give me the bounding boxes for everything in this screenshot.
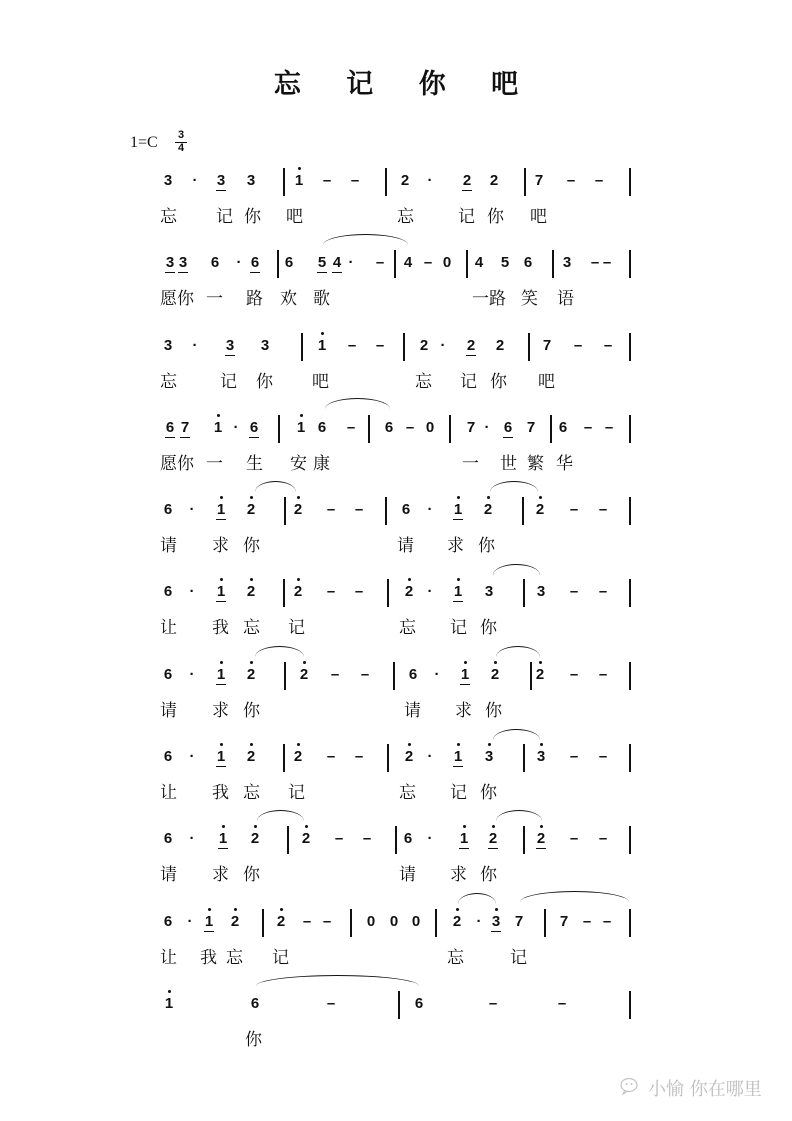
note: 6 <box>284 254 294 271</box>
note-dash: – <box>594 172 604 189</box>
lyric: 忘 <box>399 618 416 638</box>
note-dash: – <box>334 830 344 847</box>
note-dash: – <box>360 666 370 683</box>
note: 4 <box>332 254 342 271</box>
lyric: 我 <box>200 948 217 968</box>
score-line <box>0 830 792 900</box>
lyric: 华 <box>556 454 573 474</box>
bar-line <box>550 415 552 443</box>
dot-augmentation: · <box>427 501 433 518</box>
lyric: 康 <box>313 454 330 474</box>
lyric: 你 <box>480 865 497 885</box>
note: 6 <box>163 913 173 930</box>
lyric: 忘 <box>243 783 260 803</box>
note-dash: – <box>566 172 576 189</box>
bar-line <box>629 744 631 772</box>
score-line <box>0 666 792 736</box>
note: 7 <box>526 419 536 436</box>
lyric: 你 <box>243 701 260 721</box>
note-dash: – <box>598 830 608 847</box>
lyric: 你 <box>243 536 260 556</box>
lyric: 一 <box>206 289 223 309</box>
dot-augmentation: · <box>236 254 242 271</box>
lyric: 请 <box>160 536 177 556</box>
lyric: 记 <box>272 948 289 968</box>
lyric: 忘 <box>397 207 414 227</box>
lyric: 我 <box>212 783 229 803</box>
note: 2 <box>495 337 505 354</box>
bar-line <box>387 579 389 607</box>
note: 6 <box>503 419 513 436</box>
note: 7 <box>180 419 190 436</box>
note: 6 <box>165 419 175 436</box>
note-dash: – <box>302 913 312 930</box>
lyric: 让 <box>160 618 177 638</box>
note: 2 <box>452 913 462 930</box>
note: 6 <box>250 254 260 271</box>
note: 2 <box>490 666 500 683</box>
watermark-text: 小愉 你在哪里 <box>648 1079 762 1100</box>
note: 2 <box>489 172 499 189</box>
lyric: 忘 <box>447 948 464 968</box>
note: 2 <box>293 748 303 765</box>
note-dash: – <box>598 748 608 765</box>
bar-line <box>528 333 530 361</box>
note: 3 <box>163 172 173 189</box>
lyric: 你 <box>480 618 497 638</box>
note: 2 <box>293 501 303 518</box>
dot-augmentation: · <box>233 419 239 436</box>
bar-line <box>393 662 395 690</box>
lyric: 吧 <box>538 372 555 392</box>
bar-line <box>552 250 554 278</box>
note: 0 <box>389 913 399 930</box>
note: 2 <box>246 666 256 683</box>
note-dash: – <box>598 666 608 683</box>
bar-line <box>523 744 525 772</box>
lyric: 愿你 <box>160 289 194 309</box>
lyric: 欢 <box>280 289 297 309</box>
note-dash: – <box>573 337 583 354</box>
bar-line <box>394 250 396 278</box>
lyric: 路 <box>246 289 263 309</box>
bar-line <box>262 909 264 937</box>
bar-line <box>524 168 526 196</box>
note: 1 <box>213 419 223 436</box>
note: 6 <box>414 995 424 1012</box>
note-dash: – <box>354 501 364 518</box>
lyric: 吧 <box>312 372 329 392</box>
lyric: 请 <box>404 701 421 721</box>
note: 3 <box>491 913 501 930</box>
bar-line <box>435 909 437 937</box>
note: 2 <box>536 830 546 847</box>
note: 3 <box>163 337 173 354</box>
note: 6 <box>401 501 411 518</box>
bar-line <box>449 415 451 443</box>
note: 3 <box>216 172 226 189</box>
lyric: 忘 <box>160 207 177 227</box>
note-dash: – <box>569 501 579 518</box>
dot-augmentation: · <box>427 583 433 600</box>
note: 6 <box>163 830 173 847</box>
bar-line <box>629 991 631 1019</box>
dot-augmentation: · <box>189 748 195 765</box>
note: 1 <box>216 583 226 600</box>
note-dash: – <box>347 337 357 354</box>
note: 6 <box>163 501 173 518</box>
note: 6 <box>250 995 260 1012</box>
note: 1 <box>453 583 463 600</box>
bar-line <box>350 909 352 937</box>
lyric: 繁 <box>527 454 544 474</box>
lyric: 笑 <box>521 289 538 309</box>
note: 6 <box>163 666 173 683</box>
wechat-icon <box>620 1077 642 1095</box>
lyric: 求 <box>212 865 229 885</box>
bar-line <box>278 415 280 443</box>
bar-line <box>283 168 285 196</box>
note: 2 <box>250 830 260 847</box>
lyric: 记 <box>510 948 527 968</box>
bar-line <box>403 333 405 361</box>
note: 2 <box>230 913 240 930</box>
note-dash: – <box>598 501 608 518</box>
note: 6 <box>163 583 173 600</box>
note-dash: – <box>598 583 608 600</box>
note-dash: – <box>354 748 364 765</box>
lyric: 记 <box>216 207 233 227</box>
note-dash: – <box>330 666 340 683</box>
dot-augmentation: · <box>434 666 440 683</box>
note: 3 <box>225 337 235 354</box>
lyric: 世 <box>500 454 517 474</box>
note-dash: – <box>362 830 372 847</box>
note: 0 <box>411 913 421 930</box>
note: 1 <box>216 666 226 683</box>
lyric: 你 <box>487 207 504 227</box>
lyric: 你 <box>480 783 497 803</box>
lyric: 忘 <box>243 618 260 638</box>
lyric: 生 <box>246 454 263 474</box>
bar-line <box>385 168 387 196</box>
note: 2 <box>404 748 414 765</box>
note: 3 <box>484 583 494 600</box>
note: 7 <box>534 172 544 189</box>
lyric: 记 <box>288 618 305 638</box>
note: 2 <box>301 830 311 847</box>
note: 2 <box>293 583 303 600</box>
note: 2 <box>535 666 545 683</box>
bar-line <box>387 744 389 772</box>
note: 1 <box>216 501 226 518</box>
lyric: 你 <box>245 1030 262 1050</box>
note-dash: – <box>405 419 415 436</box>
bar-line <box>629 415 631 443</box>
dot-augmentation: · <box>187 913 193 930</box>
note: 2 <box>246 501 256 518</box>
bar-line <box>523 579 525 607</box>
note-dash: – <box>322 913 332 930</box>
lyric: 你 <box>490 372 507 392</box>
lyric: 请 <box>160 701 177 721</box>
note: 2 <box>246 748 256 765</box>
note-dash: – <box>423 254 433 271</box>
dot-augmentation: · <box>189 501 195 518</box>
lyric: 记 <box>450 783 467 803</box>
note: 2 <box>466 337 476 354</box>
lyric: 你 <box>243 865 260 885</box>
bar-line <box>283 744 285 772</box>
score-line <box>0 337 792 407</box>
note: 0 <box>366 913 376 930</box>
note: 2 <box>488 830 498 847</box>
song-title: 忘 记 你 吧 <box>273 69 537 100</box>
note-dash: – <box>569 583 579 600</box>
bar-line <box>283 579 285 607</box>
lyric: 记 <box>288 783 305 803</box>
dot-augmentation: · <box>440 337 446 354</box>
note: 2 <box>535 501 545 518</box>
note: 1 <box>204 913 214 930</box>
note: 6 <box>523 254 533 271</box>
note: 1 <box>296 419 306 436</box>
note: 2 <box>419 337 429 354</box>
note-dash: – <box>590 254 600 271</box>
note: 0 <box>425 419 435 436</box>
bar-line <box>301 333 303 361</box>
lyric: 忘 <box>160 372 177 392</box>
note: 3 <box>165 254 175 271</box>
score-line <box>0 172 792 242</box>
note-dash: – <box>346 419 356 436</box>
bar-line <box>530 662 532 690</box>
note: 3 <box>536 583 546 600</box>
lyric: 语 <box>557 289 574 309</box>
note: 7 <box>559 913 569 930</box>
note: 3 <box>562 254 572 271</box>
bar-line <box>466 250 468 278</box>
note: 1 <box>459 830 469 847</box>
note: 6 <box>403 830 413 847</box>
lyric: 让 <box>160 783 177 803</box>
bar-line <box>629 579 631 607</box>
note-dash: – <box>602 254 612 271</box>
note: 6 <box>249 419 259 436</box>
score-line <box>0 995 792 1065</box>
dot-augmentation: · <box>192 172 198 189</box>
lyric: 求 <box>447 536 464 556</box>
note-dash: – <box>604 419 614 436</box>
lyric: 忘 <box>415 372 432 392</box>
dot-augmentation: · <box>476 913 482 930</box>
bar-line <box>629 662 631 690</box>
note-dash: – <box>582 913 592 930</box>
lyric: 歌 <box>313 289 330 309</box>
note: 1 <box>453 748 463 765</box>
note: 1 <box>317 337 327 354</box>
bar-line <box>629 497 631 525</box>
time-signature-denominator: 4 <box>177 142 185 154</box>
note: 5 <box>317 254 327 271</box>
dot-augmentation: · <box>189 583 195 600</box>
note: 6 <box>558 419 568 436</box>
lyric: 请 <box>399 865 416 885</box>
note: 3 <box>178 254 188 271</box>
dot-augmentation: · <box>348 254 354 271</box>
lyric: 安 <box>290 454 307 474</box>
bar-line <box>629 250 631 278</box>
note: 5 <box>500 254 510 271</box>
note: 4 <box>474 254 484 271</box>
dot-augmentation: · <box>192 337 198 354</box>
score-line <box>0 254 792 324</box>
note: 4 <box>403 254 413 271</box>
note-dash: – <box>350 172 360 189</box>
note-dash: – <box>326 583 336 600</box>
lyric: 一 <box>462 454 479 474</box>
note-dash: – <box>603 337 613 354</box>
dot-augmentation: · <box>427 830 433 847</box>
note-dash: – <box>557 995 567 1012</box>
note-dash: – <box>354 583 364 600</box>
dot-augmentation: · <box>427 172 433 189</box>
note: 1 <box>216 748 226 765</box>
note: 2 <box>404 583 414 600</box>
bar-line <box>522 497 524 525</box>
note: 6 <box>384 419 394 436</box>
lyric: 记 <box>460 372 477 392</box>
note: 3 <box>260 337 270 354</box>
note-dash: – <box>375 254 385 271</box>
note: 2 <box>483 501 493 518</box>
dot-augmentation: · <box>189 666 195 683</box>
note-dash: – <box>326 995 336 1012</box>
lyric: 求 <box>212 701 229 721</box>
note-dash: – <box>326 501 336 518</box>
lyric: 让 <box>160 948 177 968</box>
lyric: 一路 <box>472 289 506 309</box>
lyric: 一 <box>206 454 223 474</box>
note-dash: – <box>569 666 579 683</box>
note: 3 <box>536 748 546 765</box>
score-line <box>0 583 792 653</box>
lyric: 记 <box>458 207 475 227</box>
note: 6 <box>317 419 327 436</box>
bar-line <box>523 826 525 854</box>
dot-augmentation: · <box>427 748 433 765</box>
note-dash: – <box>375 337 385 354</box>
note: 1 <box>294 172 304 189</box>
lyric: 吧 <box>530 207 547 227</box>
note: 2 <box>400 172 410 189</box>
note-dash: – <box>583 419 593 436</box>
bar-line <box>398 991 400 1019</box>
note-dash: – <box>488 995 498 1012</box>
bar-line <box>284 497 286 525</box>
score-line <box>0 913 792 983</box>
bar-line <box>368 415 370 443</box>
note: 7 <box>466 419 476 436</box>
lyric: 你 <box>478 536 495 556</box>
note: 6 <box>408 666 418 683</box>
note: 2 <box>246 583 256 600</box>
bar-line <box>287 826 289 854</box>
note: 7 <box>514 913 524 930</box>
lyric: 吧 <box>286 207 303 227</box>
note-dash: – <box>569 830 579 847</box>
lyric: 忘 <box>226 948 243 968</box>
lyric: 我 <box>212 618 229 638</box>
note: 0 <box>442 254 452 271</box>
score-line <box>0 419 792 489</box>
bar-line <box>544 909 546 937</box>
lyric: 记 <box>220 372 237 392</box>
note-dash: – <box>602 913 612 930</box>
note: 2 <box>276 913 286 930</box>
lyric: 记 <box>450 618 467 638</box>
lyric: 忘 <box>399 783 416 803</box>
time-signature <box>175 130 187 154</box>
time-signature-numerator: 3 <box>175 130 187 143</box>
note-dash: – <box>326 748 336 765</box>
key-signature: 1=C <box>130 134 158 151</box>
lyric: 请 <box>397 536 414 556</box>
note: 6 <box>210 254 220 271</box>
bar-line <box>629 168 631 196</box>
note-dash: – <box>569 748 579 765</box>
note: 7 <box>542 337 552 354</box>
bar-line <box>277 250 279 278</box>
dot-augmentation: · <box>484 419 490 436</box>
dot-augmentation: · <box>189 830 195 847</box>
bar-line <box>395 826 397 854</box>
note: 2 <box>299 666 309 683</box>
note: 1 <box>164 995 174 1012</box>
note: 6 <box>163 748 173 765</box>
lyric: 愿你 <box>160 454 194 474</box>
bar-line <box>629 333 631 361</box>
score-line <box>0 501 792 571</box>
bar-line <box>385 497 387 525</box>
note: 1 <box>453 501 463 518</box>
lyric: 求 <box>212 536 229 556</box>
bar-line <box>629 909 631 937</box>
bar-line <box>284 662 286 690</box>
lyric: 你 <box>485 701 502 721</box>
note: 1 <box>460 666 470 683</box>
lyric: 你 <box>244 207 261 227</box>
note: 3 <box>484 748 494 765</box>
lyric: 你 <box>256 372 273 392</box>
lyric: 求 <box>455 701 472 721</box>
note-dash: – <box>322 172 332 189</box>
note: 3 <box>246 172 256 189</box>
score-line <box>0 748 792 818</box>
note: 2 <box>462 172 472 189</box>
bar-line <box>629 826 631 854</box>
lyric: 请 <box>160 865 177 885</box>
lyric: 求 <box>450 865 467 885</box>
note: 1 <box>218 830 228 847</box>
